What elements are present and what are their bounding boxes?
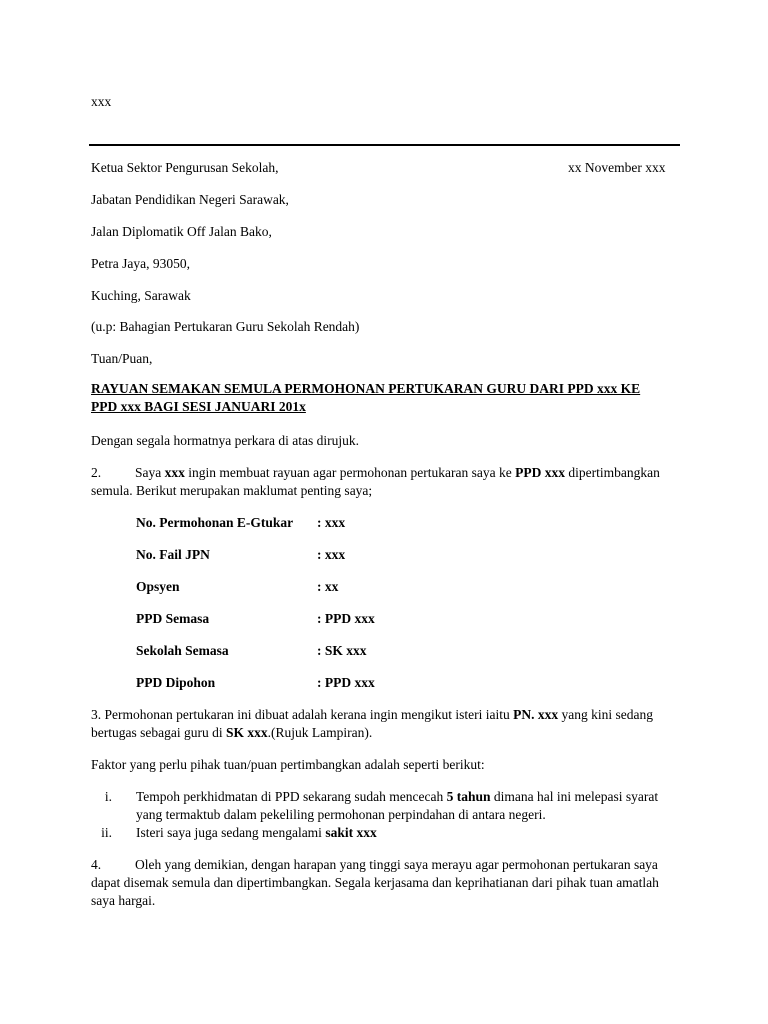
paragraph-text: yang kini sedang — [558, 707, 653, 722]
list-item-text-bold: sakit xxx — [325, 825, 377, 840]
detail-label: No. Fail JPN — [136, 547, 210, 562]
paragraph-3 — [91, 706, 653, 724]
factors-intro: Faktor yang perlu pihak tuan/puan pertimbangkan adalah seperti berikut: — [91, 757, 485, 772]
detail-value: : SK xxx — [317, 643, 367, 658]
detail-label: PPD Dipohon — [136, 675, 216, 690]
subject-line: PPD xxx BAGI SESI JANUARI 201x — [91, 399, 306, 414]
subject-line: RAYUAN SEMAKAN SEMULA PERMOHONAN PERTUKARAN GURU DARI PPD xxx KE — [91, 381, 641, 396]
letter-subject — [91, 380, 640, 416]
list-item-text: Isteri saya juga sedang mengalami — [136, 825, 326, 840]
list-item-text: dimana hal ini melepasi syarat — [490, 789, 659, 804]
list-item — [136, 788, 658, 806]
detail-value: : xxx — [317, 515, 346, 530]
paragraph-text: Saya — [135, 465, 165, 480]
list-number: ii. — [101, 825, 112, 840]
detail-value: : PPD xxx — [317, 611, 375, 626]
detail-value: : xxx — [317, 547, 346, 562]
paragraph-text: .(Rujuk Lampiran). — [267, 725, 373, 740]
recipient-line: Kuching, Sarawak — [91, 288, 191, 303]
detail-value: : xx — [317, 579, 339, 594]
list-item-text-bold: 5 tahun — [446, 789, 491, 804]
paragraph-text: bertugas sebagai guru di — [91, 725, 226, 740]
paragraph-text: 3. Permohonan pertukaran ini dibuat adalah kerana ingin mengikut isteri iaitu — [91, 707, 514, 722]
detail-value: : PPD xxx — [317, 675, 375, 690]
paragraph-text: Oleh yang demikian, dengan harapan yang tinggi saya merayu agar permohonan pertukaran saya — [135, 857, 658, 872]
detail-label: PPD Semasa — [136, 611, 210, 626]
paragraph-2-line-2: semula. Berikut merupakan maklumat penting saya; — [91, 483, 373, 498]
paragraph-reference: Dengan segala hormatnya perkara di atas dirujuk. — [91, 433, 360, 448]
list-number: i. — [104, 789, 112, 804]
paragraph-number: 4. — [91, 857, 102, 872]
paragraph-4-line-3: saya hargai. — [91, 893, 156, 908]
paragraph-2 — [91, 464, 660, 482]
salutation: Tuan/Puan, — [91, 351, 153, 366]
paragraph-4-line-2: dapat disemak semula dan dipertimbangkan. Segala kerjasama dan keprihatianan dari pihak tuan amatlah — [91, 875, 659, 890]
recipient-line: Jalan Diplomatik Off Jalan Bako, — [91, 224, 272, 239]
detail-label: Opsyen — [136, 579, 180, 594]
list-item — [136, 824, 377, 842]
letter-date: xx November xxx — [568, 160, 666, 175]
paragraph-text-bold: PN. xxx — [513, 707, 559, 722]
paragraph-number: 2. — [91, 465, 102, 480]
paragraph-text: dipertimbangkan — [565, 465, 660, 480]
header-divider — [89, 144, 680, 146]
paragraph-text-bold: PPD xxx — [515, 465, 565, 480]
list-item-text: Tempoh perkhidmatan di PPD sekarang sudah mencecah — [136, 789, 447, 804]
paragraph-4 — [91, 856, 658, 874]
sender-reference: xxx — [91, 94, 112, 109]
paragraph-text-bold: SK xxx — [225, 725, 268, 740]
detail-label: Sekolah Semasa — [136, 643, 229, 658]
list-item-line-2: yang termaktub dalam pekeliling permohonan perpindahan di antara negeri. — [136, 807, 546, 822]
paragraph-text-bold: xxx — [164, 465, 185, 480]
recipient-line: Jabatan Pendidikan Negeri Sarawak, — [91, 192, 289, 207]
paragraph-text: ingin membuat rayuan agar permohonan pertukaran saya ke — [184, 465, 516, 480]
paragraph-3-line-2 — [91, 724, 372, 742]
detail-label: No. Permohonan E-Gtukar — [136, 515, 294, 530]
recipient-line: Petra Jaya, 93050, — [91, 256, 190, 271]
recipient-line: Ketua Sektor Pengurusan Sekolah, — [91, 160, 279, 175]
recipient-line: (u.p: Bahagian Pertukaran Guru Sekolah Rendah) — [91, 319, 360, 334]
